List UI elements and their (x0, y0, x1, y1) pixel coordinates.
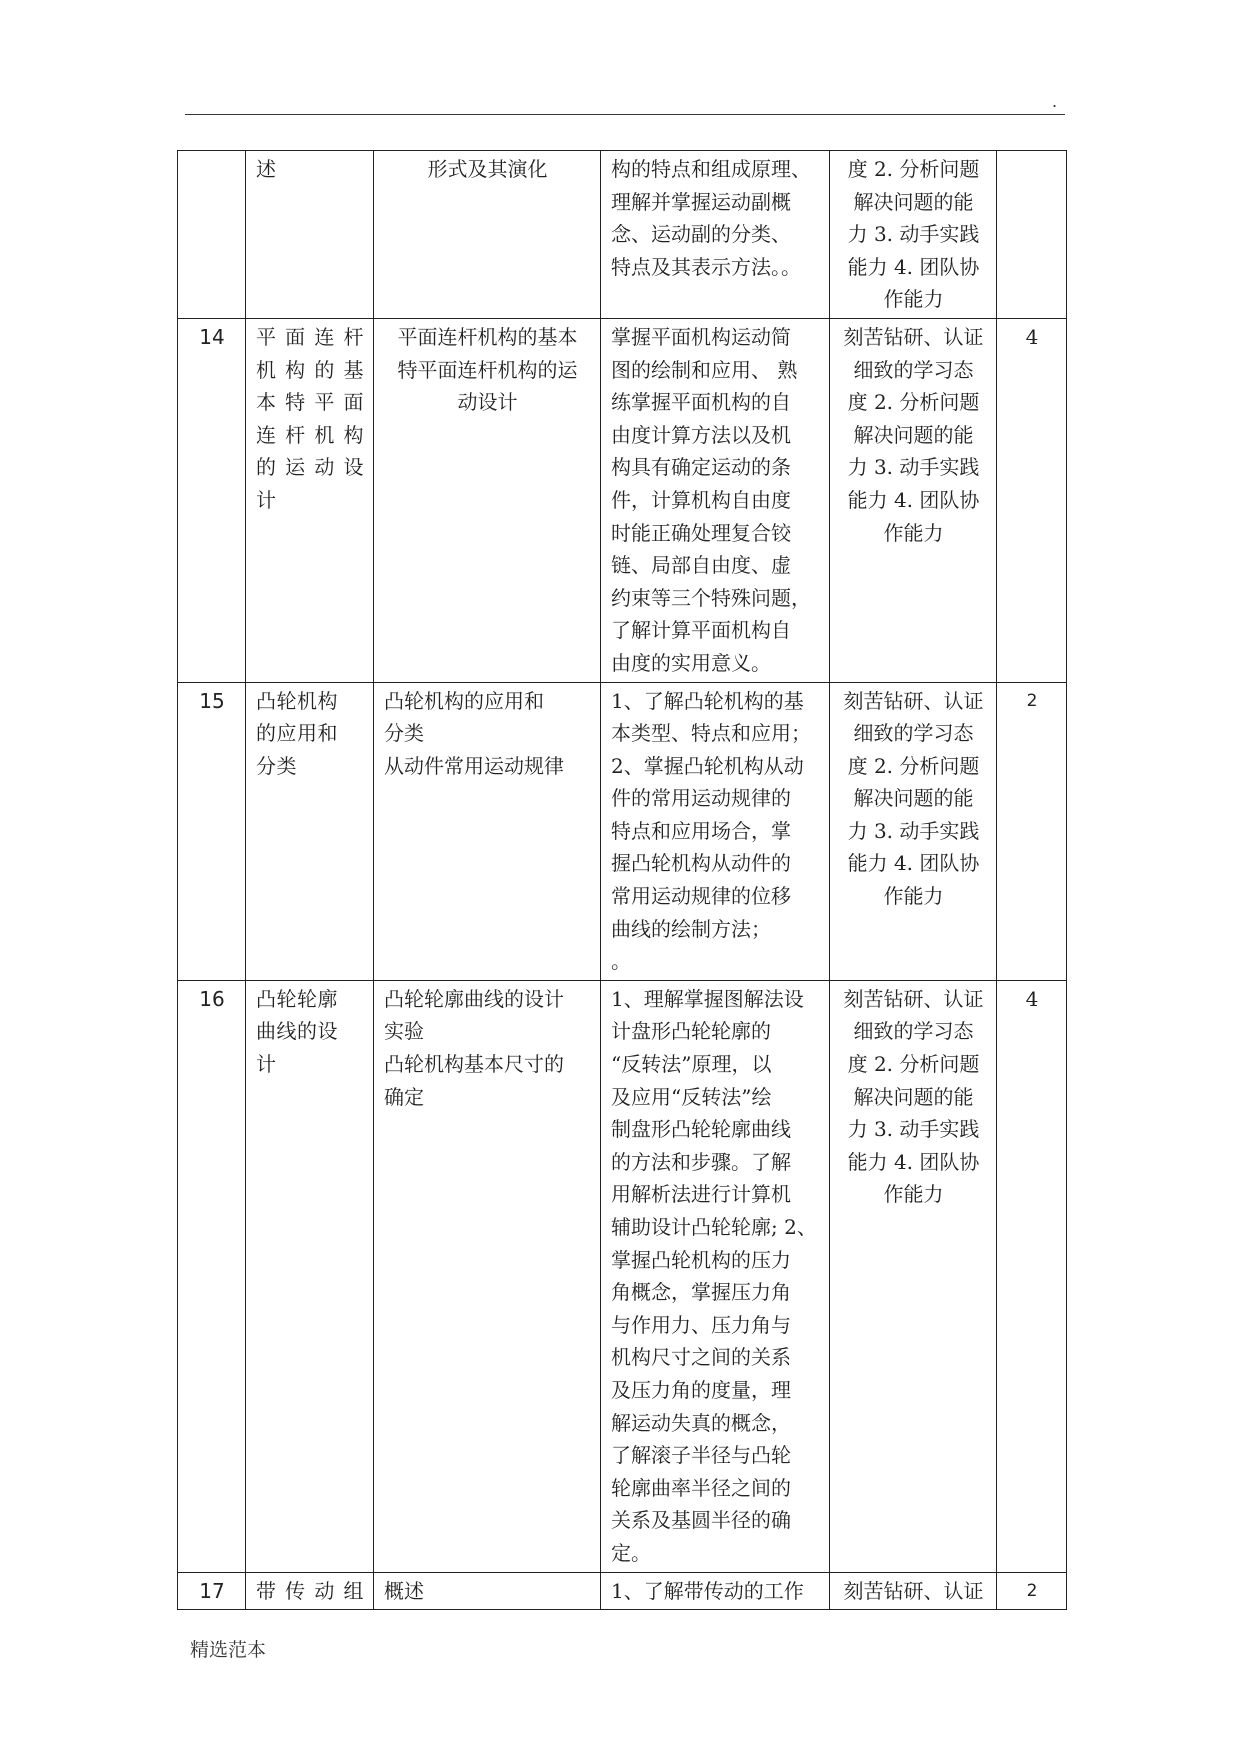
chapter-cell: 述 (246, 151, 374, 319)
abilities-cell: 刻苦钻研、认证 (830, 1572, 997, 1610)
chapter-cell: 带传动组 (246, 1572, 374, 1610)
header-rule (185, 114, 1065, 115)
hours-cell (997, 151, 1067, 319)
requirements-cell: 掌握平面机构运动简 图的绘制和应用、 熟 练掌握平面机构的自 由度计算方法以及机 构具有确定运动的条 件，计算机构自由度 时能正确处理复合铰 链、局部自由度、虚 约束等三个特殊问题， 了解计算平面机构自 由度的实用意义。 (601, 318, 830, 682)
abilities-cell: 刻苦钻研、认证 细致的学习态 度 2. 分析问题 解决问题的能 力 3. 动手实践 能力 4. 团队协 作能力 (830, 980, 997, 1572)
table-row (178, 318, 1067, 682)
abilities-cell: 刻苦钻研、认证 细致的学习态 度 2. 分析问题 解决问题的能 力 3. 动手实践 能力 4. 团队协 作能力 (830, 682, 997, 980)
requirements-cell: 构的特点和组成原理、 理解并掌握运动副概 念、运动副的分类、 特点及其表示方法。。 (601, 151, 830, 319)
row-number (178, 151, 246, 319)
topic-cell: 平面连杆机构的基本 特平面连杆机构的运 动设计 (374, 318, 601, 682)
header-mark: . (1052, 92, 1058, 111)
footer-label: 精选范本 (190, 1639, 267, 1661)
abilities-cell: 刻苦钻研、认证 细致的学习态 度 2. 分析问题 解决问题的能 力 3. 动手实践 能力 4. 团队协 作能力 (830, 318, 997, 682)
topic-cell: 形式及其演化 (374, 151, 601, 319)
chapter-cell: 凸轮轮廓 曲线的设 计 (246, 980, 374, 1572)
chapter-cell: 凸轮机构 的应用和 分类 (246, 682, 374, 980)
row-number: 14 (178, 318, 246, 682)
chapter-cell: 平面连杆 机构的基 本特平面 连杆机构 的运动设 计 (246, 318, 374, 682)
hours-cell: 4 (997, 980, 1067, 1572)
table-row (178, 1572, 1067, 1610)
requirements-cell: 1、了解带传动的工作 (601, 1572, 830, 1610)
course-plan-table (177, 150, 1067, 1610)
table-row (178, 980, 1067, 1572)
topic-cell: 概述 (374, 1572, 601, 1610)
requirements-cell: 1、了解凸轮机构的基 本类型、特点和应用； 2、掌握凸轮机构从动 件的常用运动规律的 特点和应用场合，掌 握凸轮机构从动件的 常用运动规律的位移 曲线的绘制方法； 。 (601, 682, 830, 980)
requirements-cell: 1、理解掌握图解法设 计盘形凸轮轮廓的 “反转法”原理，以 及应用“反转法”绘 制盘形凸轮轮廓曲线 的方法和步骤。了解 用解析法进行计算机 辅助设计凸轮轮廓; 2、 掌握凸轮机构的压力 角概念，掌握压力角 与作用力、压力角与 机构尺寸之间的关系 及压力角的度量，理 解运动失真的概念， 了解滚子半径与凸轮 轮廓曲率半径之间的 关系及基圆半径的确 定。 (601, 980, 830, 1572)
table-row (178, 682, 1067, 980)
row-number: 15 (178, 682, 246, 980)
topic-cell: 凸轮机构的应用和 分类 从动件常用运动规律 (374, 682, 601, 980)
table-row (178, 151, 1067, 319)
hours-cell: 2 (997, 682, 1067, 980)
row-number: 17 (178, 1572, 246, 1610)
row-number: 16 (178, 980, 246, 1572)
abilities-cell: 度 2. 分析问题 解决问题的能 力 3. 动手实践 能力 4. 团队协 作能力 (830, 151, 997, 319)
hours-cell: 4 (997, 318, 1067, 682)
topic-cell: 凸轮轮廓曲线的设计 实验 凸轮机构基本尺寸的 确定 (374, 980, 601, 1572)
hours-cell: 2 (997, 1572, 1067, 1610)
